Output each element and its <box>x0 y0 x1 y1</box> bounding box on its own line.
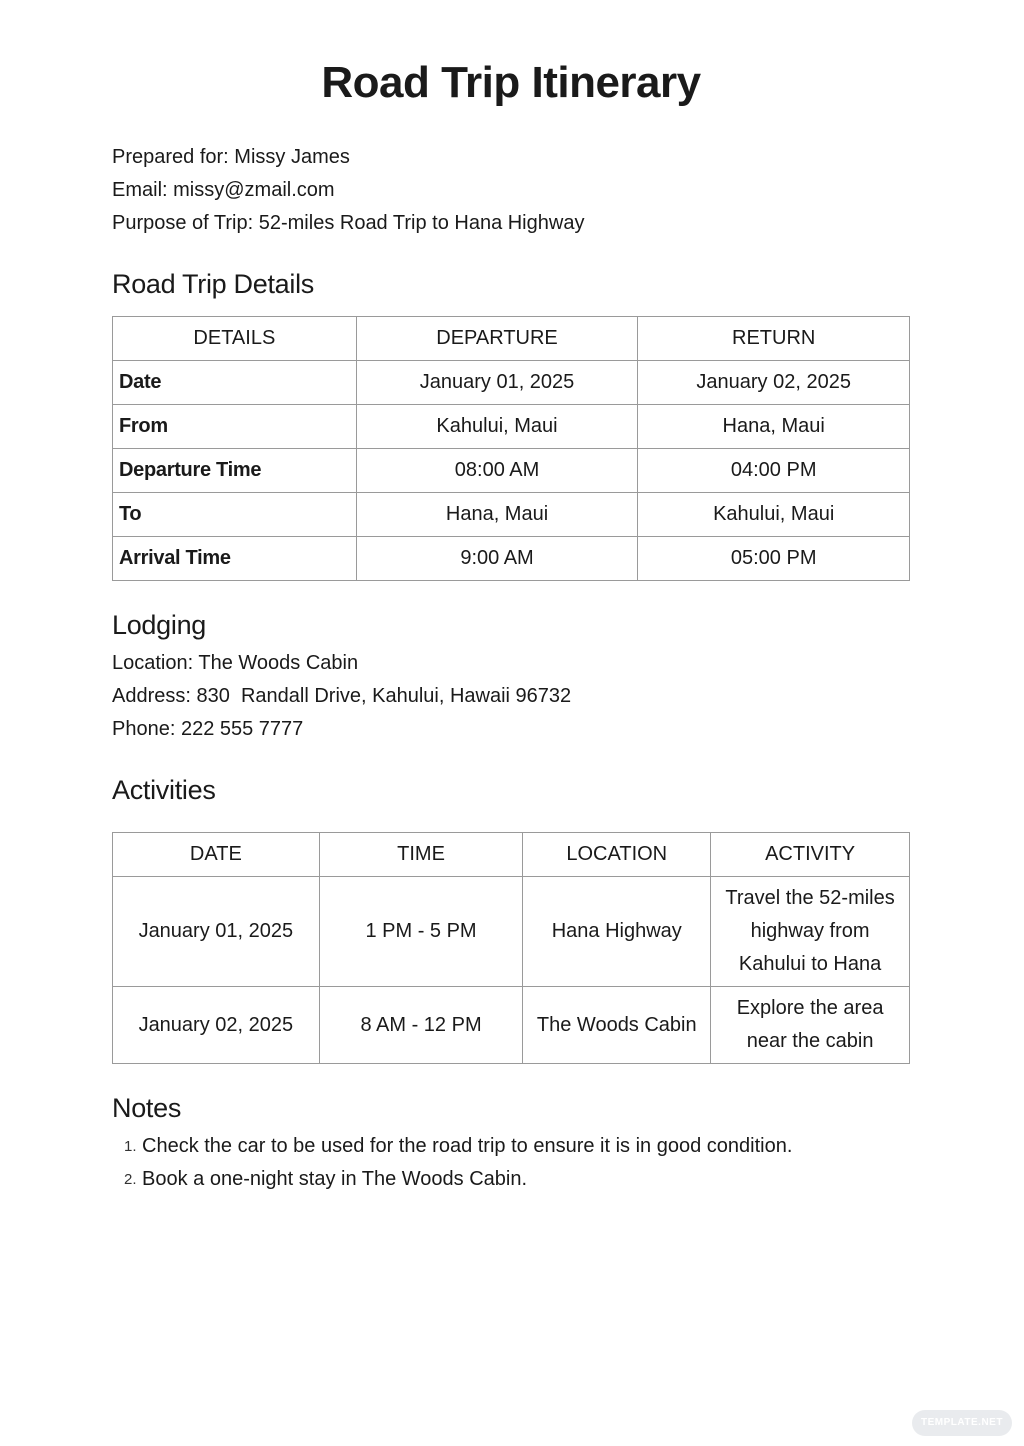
return-col-header: RETURN <box>638 317 910 361</box>
row-label: Arrival Time <box>113 537 357 581</box>
lodging-heading: Lodging <box>112 610 206 640</box>
table-row <box>113 987 910 1064</box>
list-number: 2. <box>124 1171 137 1188</box>
return-cell: Kahului, Maui <box>638 493 910 537</box>
time-cell: 8 AM - 12 PM <box>319 987 523 1064</box>
departure-cell: 08:00 AM <box>356 449 638 493</box>
lodging-address: Address: 830 Randall Drive, Kahului, Hawaii 96732 <box>112 685 572 707</box>
time-cell: 1 PM - 5 PM <box>319 877 523 987</box>
lodging-info <box>112 647 571 746</box>
table-row <box>113 877 910 987</box>
note-text: Book a one-night stay in The Woods Cabin. <box>142 1168 528 1190</box>
departure-cell: 9:00 AM <box>356 537 638 581</box>
details-header-row <box>113 317 910 361</box>
trip-purpose: Purpose of Trip: 52-miles Road Trip to Hana Highway <box>112 212 585 234</box>
return-cell: Hana, Maui <box>638 405 910 449</box>
table-row <box>113 449 910 493</box>
list-item <box>112 1130 792 1163</box>
details-heading: Road Trip Details <box>112 269 314 299</box>
notes-heading: Notes <box>112 1093 182 1123</box>
date-cell: January 02, 2025 <box>113 987 320 1064</box>
prepared-for: Prepared for: Missy James <box>112 146 350 168</box>
return-cell: 04:00 PM <box>638 449 910 493</box>
note-text: Check the car to be used for the road trip to ensure it is in good condition. <box>142 1135 793 1157</box>
email: Email: missy@zmail.com <box>112 179 335 201</box>
departure-col-header: DEPARTURE <box>356 317 638 361</box>
trip-info <box>112 141 584 240</box>
lodging-location: Location: The Woods Cabin <box>112 652 359 674</box>
watermark-badge: TEMPLATE.NET <box>912 1410 1012 1436</box>
location-col-header: LOCATION <box>523 833 711 877</box>
list-item <box>112 1163 792 1196</box>
row-label: Departure Time <box>113 449 357 493</box>
activity-col-header: ACTIVITY <box>711 833 910 877</box>
table-row <box>113 537 910 581</box>
date-col-header: DATE <box>113 833 320 877</box>
time-col-header: TIME <box>319 833 523 877</box>
table-row <box>113 493 910 537</box>
location-cell: Hana Highway <box>523 877 711 987</box>
activity-cell: Travel the 52-miles highway from Kahului to Hana <box>711 877 910 987</box>
departure-cell: Kahului, Maui <box>356 405 638 449</box>
activities-table <box>112 832 910 1064</box>
return-cell: January 02, 2025 <box>638 361 910 405</box>
activities-heading: Activities <box>112 775 216 805</box>
return-cell: 05:00 PM <box>638 537 910 581</box>
date-cell: January 01, 2025 <box>113 877 320 987</box>
location-cell: The Woods Cabin <box>523 987 711 1064</box>
row-label: Date <box>113 361 357 405</box>
lodging-phone: Phone: 222 555 7777 <box>112 718 304 740</box>
activities-header-row <box>113 833 910 877</box>
departure-cell: Hana, Maui <box>356 493 638 537</box>
activity-cell: Explore the area near the cabin <box>711 987 910 1064</box>
departure-cell: January 01, 2025 <box>356 361 638 405</box>
list-number: 1. <box>124 1138 137 1155</box>
details-col-header: DETAILS <box>113 317 357 361</box>
page-title: Road Trip Itinerary <box>321 58 701 107</box>
notes-list <box>112 1130 792 1196</box>
details-table <box>112 316 910 581</box>
row-label: To <box>113 493 357 537</box>
table-row <box>113 405 910 449</box>
row-label: From <box>113 405 357 449</box>
table-row <box>113 361 910 405</box>
